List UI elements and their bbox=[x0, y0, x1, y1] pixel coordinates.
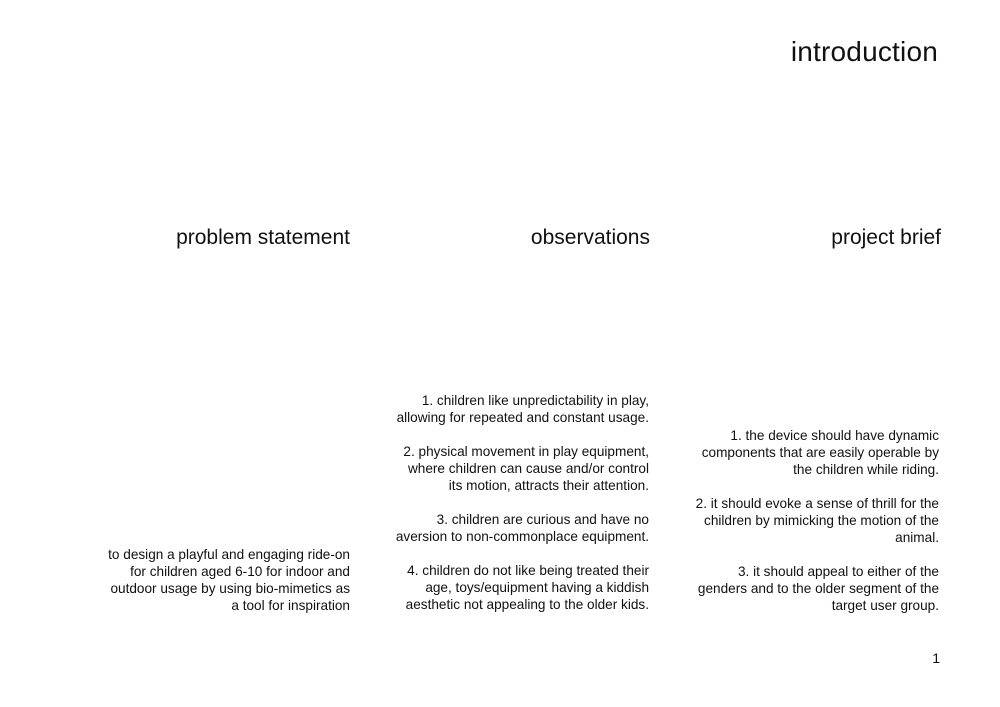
project-brief-list bbox=[669, 427, 939, 614]
brief-item: 3. it should appeal to either of the genders and to the older segment of the target user group. bbox=[697, 564, 939, 613]
problem-statement-body bbox=[80, 546, 350, 614]
brief-item: 2. it should evoke a sense of thrill for the children by mimicking the motion of the animal. bbox=[695, 496, 939, 545]
page-title: introduction bbox=[790, 36, 938, 67]
problem-statement-heading: problem statement bbox=[176, 226, 350, 249]
observation-item: 1. children like unpredictability in play, allowing for repeated and constant usage. bbox=[396, 393, 649, 425]
problem-statement-text: to design a playful and engaging ride-on for children aged 6-10 for indoor and outdoor usage by using bio-mimetics as a tool for inspiration bbox=[108, 547, 350, 613]
observations-list bbox=[374, 392, 649, 613]
project-brief-heading: project brief bbox=[831, 226, 941, 249]
observation-item: 4. children do not like being treated their age, toys/equipment having a kiddish aesthetic not appealing to the older kids. bbox=[405, 563, 649, 612]
page-number: 1 bbox=[932, 650, 940, 666]
brief-item: 1. the device should have dynamic components that are easily operable by the children while riding. bbox=[701, 428, 939, 477]
observation-item: 2. physical movement in play equipment, where children can cause and/or control its motion, attracts their attention. bbox=[403, 444, 649, 493]
observation-item: 3. children are curious and have no aversion to non-commonplace equipment. bbox=[395, 512, 649, 544]
observations-heading: observations bbox=[530, 226, 650, 249]
